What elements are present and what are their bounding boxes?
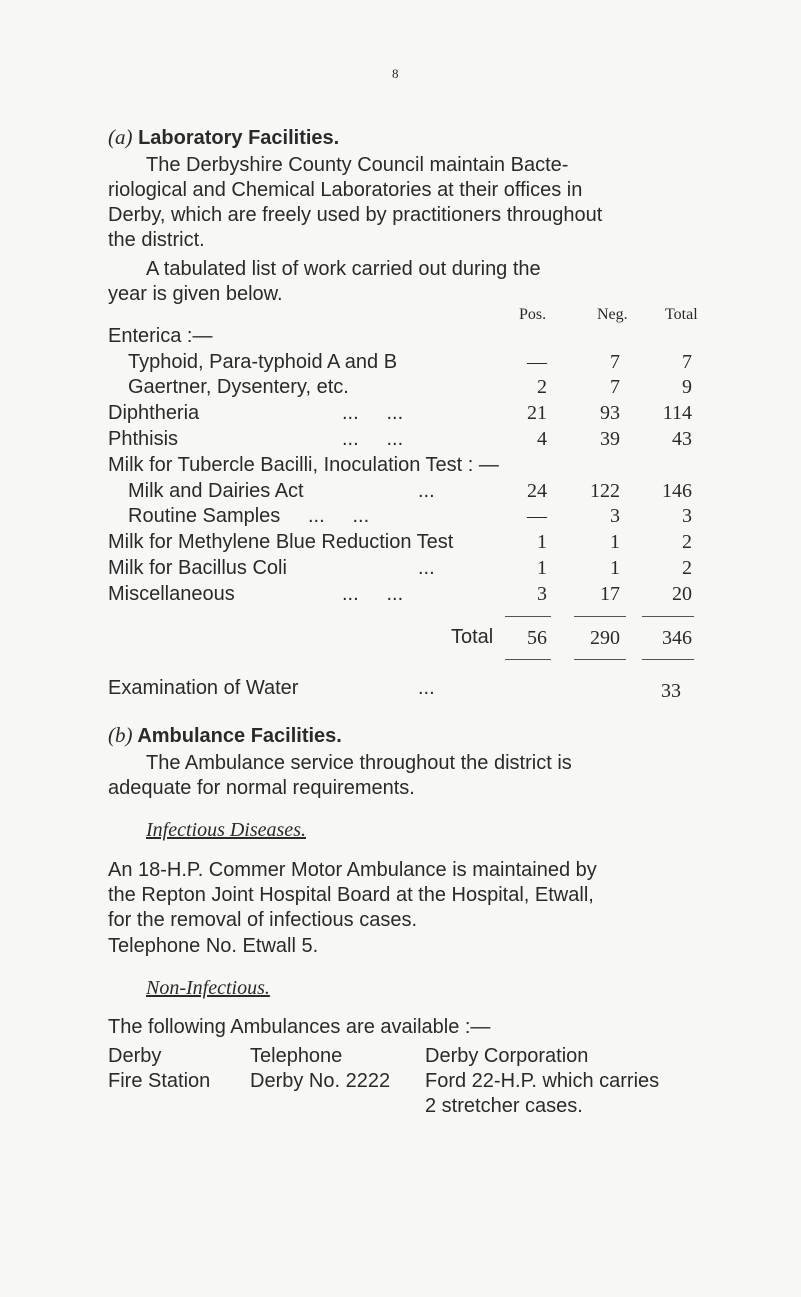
row-leader-dots: ... ...: [342, 402, 404, 424]
total-total: 346: [662, 627, 692, 649]
infectious-line1: An 18-H.P. Commer Motor Ambulance is maintained by: [108, 859, 597, 881]
section-b-para1-line2: adequate for normal requirements.: [108, 777, 415, 799]
noninfectious-intro: The following Ambulances are available :—: [108, 1016, 491, 1038]
section-b-label: (b): [108, 723, 133, 747]
section-b-title: Ambulance Facilities.: [137, 725, 342, 747]
row-neg: 7: [610, 351, 620, 373]
ambulance-vehicle-line3: 2 stretcher cases.: [425, 1095, 583, 1117]
section-a-heading: [108, 125, 339, 150]
row-total: 7: [682, 351, 692, 373]
section-b-para1-line1: The Ambulance service throughout the district is: [146, 752, 572, 774]
total-pos: 56: [527, 627, 547, 649]
ambulance-telephone-line1: Telephone: [250, 1045, 343, 1067]
row-leader-dots: ...: [418, 480, 435, 502]
row-total: 114: [662, 402, 692, 424]
ambulance-station-line1: Derby: [108, 1045, 162, 1067]
row-total: 3: [682, 505, 692, 527]
total-rule-total: [642, 616, 694, 617]
water-value: 33: [661, 680, 681, 702]
water-leader-dots: ...: [418, 677, 435, 699]
ambulance-station-line2: Fire Station: [108, 1070, 211, 1092]
section-b-heading: [108, 723, 342, 748]
total-label: Total: [451, 626, 494, 648]
row-pos: 1: [537, 531, 547, 553]
row-neg: 122: [590, 480, 620, 502]
column-header-pos: Pos.: [519, 306, 547, 323]
row-neg: 17: [600, 583, 620, 605]
row-neg: 1: [610, 531, 620, 553]
row-label: Milk for Bacillus Coli: [108, 557, 287, 579]
row-label: Typhoid, Para-typhoid A and B: [128, 351, 398, 373]
row-total: 2: [682, 531, 692, 553]
section-a-para1-line4: the district.: [108, 229, 205, 251]
row-neg: 3: [610, 505, 620, 527]
total-rule-neg: [574, 616, 626, 617]
ambulance-vehicle-line1: Derby Corporation: [425, 1045, 589, 1067]
row-pos: —: [527, 351, 547, 373]
total-underline-total: [642, 659, 694, 660]
row-pos: 3: [537, 583, 547, 605]
infectious-heading: Infectious Diseases.: [146, 819, 306, 841]
column-header-total: Total: [665, 306, 698, 323]
row-pos: 2: [537, 376, 547, 398]
row-total: 2: [682, 557, 692, 579]
row-pos: 1: [537, 557, 547, 579]
row-neg: 93: [600, 402, 620, 424]
row-label: Miscellaneous: [108, 583, 235, 605]
column-header-neg: Neg.: [597, 306, 628, 323]
row-pos: 4: [537, 428, 547, 450]
row-label: Enterica :—: [108, 325, 213, 347]
row-label: Gaertner, Dysentery, etc.: [128, 376, 349, 398]
row-neg: 39: [600, 428, 620, 450]
section-a-para1-line2: riological and Chemical Laboratories at their offices in: [108, 179, 583, 201]
water-label: Examination of Water: [108, 677, 299, 699]
row-label: Routine Samples: [128, 505, 281, 527]
row-leader-dots: ... ...: [342, 583, 404, 605]
row-leader-dots: ... ...: [308, 505, 370, 527]
ambulance-telephone-line2: Derby No. 2222: [250, 1070, 391, 1092]
infectious-line2: the Repton Joint Hospital Board at the Hospital, Etwall,: [108, 884, 594, 906]
row-total: 43: [672, 428, 692, 450]
row-total: 9: [682, 376, 692, 398]
row-leader-dots: ... ...: [342, 428, 404, 450]
section-a-para1-line3: Derby, which are freely used by practitioners throughout: [108, 204, 603, 226]
infectious-line3: for the removal of infectious cases.: [108, 909, 418, 931]
row-total: 20: [672, 583, 692, 605]
section-a-title: Laboratory Facilities.: [138, 127, 340, 149]
row-total: 146: [662, 480, 692, 502]
section-a-para1-line1: The Derbyshire County Council maintain Bacte-: [146, 154, 569, 176]
row-pos: 24: [527, 480, 547, 502]
page-number: 8: [392, 66, 399, 81]
total-rule-pos: [505, 616, 551, 617]
section-a-para2-line1: A tabulated list of work carried out during the: [146, 258, 541, 280]
total-neg: 290: [590, 627, 620, 649]
row-pos: —: [527, 505, 547, 527]
total-underline-neg: [574, 659, 626, 660]
ambulance-vehicle-line2: Ford 22-H.P. which carries: [425, 1070, 660, 1092]
total-underline-pos: [505, 659, 551, 660]
row-label: Phthisis: [108, 428, 179, 450]
row-neg: 7: [610, 376, 620, 398]
row-label: Diphtheria: [108, 402, 200, 424]
noninfectious-heading: Non-Infectious.: [146, 977, 270, 999]
section-a-label: (a): [108, 125, 133, 149]
section-a-para2-line2: year is given below.: [108, 283, 283, 305]
row-label: Milk for Tubercle Bacilli, Inoculation Test : —: [108, 454, 499, 476]
row-label: Milk for Methylene Blue Reduction Test: [108, 531, 454, 553]
row-label: Milk and Dairies Act: [128, 480, 304, 502]
row-pos: 21: [527, 402, 547, 424]
row-leader-dots: ...: [418, 557, 435, 579]
infectious-line4: Telephone No. Etwall 5.: [108, 935, 319, 957]
row-neg: 1: [610, 557, 620, 579]
